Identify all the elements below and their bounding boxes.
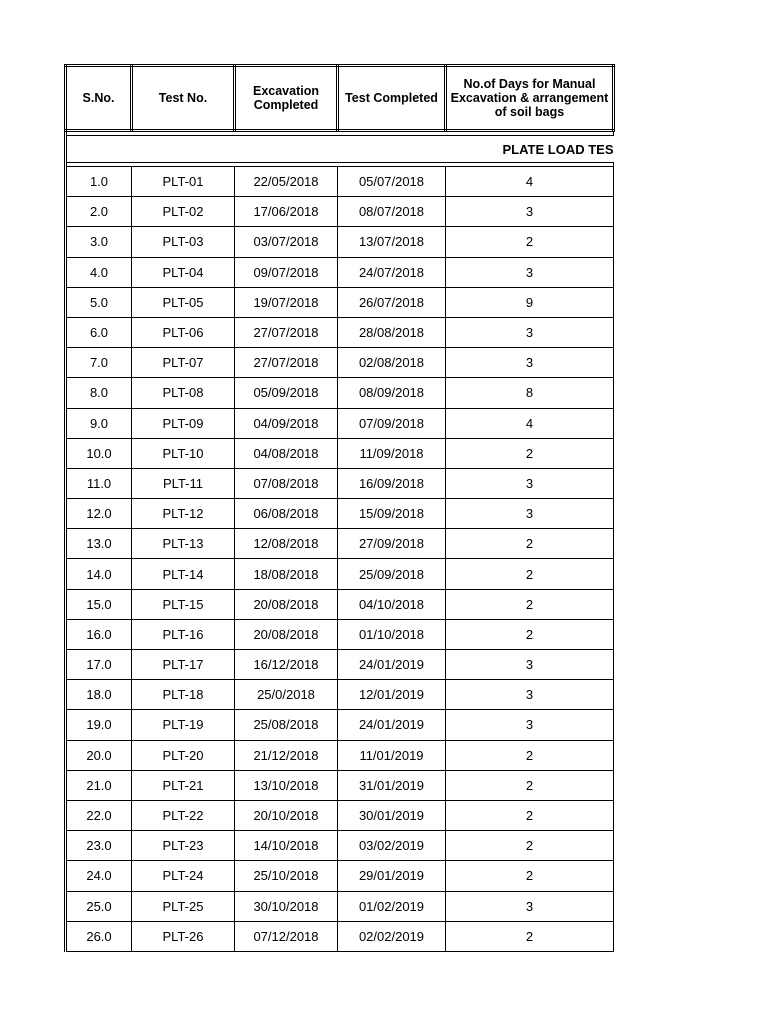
- cell-days: 3: [446, 317, 614, 347]
- cell-days: 3: [446, 468, 614, 498]
- cell-excavation-completed: 13/10/2018: [235, 770, 338, 800]
- cell-days: 4: [446, 167, 614, 197]
- cell-excavation-completed: 25/0/2018: [235, 680, 338, 710]
- cell-test-completed: 12/01/2019: [338, 680, 446, 710]
- cell-sno: 25.0: [66, 891, 132, 921]
- cell-test-no: PLT-08: [132, 378, 235, 408]
- cell-excavation-completed: 03/07/2018: [235, 227, 338, 257]
- cell-test-completed: 01/10/2018: [338, 619, 446, 649]
- cell-test-completed: 15/09/2018: [338, 499, 446, 529]
- cell-test-no: PLT-23: [132, 831, 235, 861]
- cell-test-completed: 08/09/2018: [338, 378, 446, 408]
- cell-sno: 14.0: [66, 559, 132, 589]
- cell-test-completed: 26/07/2018: [338, 287, 446, 317]
- header-test-completed: Test Completed: [338, 66, 446, 131]
- table-row: [66, 167, 614, 197]
- cell-test-completed: 30/01/2019: [338, 800, 446, 830]
- cell-sno: 9.0: [66, 408, 132, 438]
- cell-sno: 2.0: [66, 197, 132, 227]
- cell-test-completed: 24/01/2019: [338, 710, 446, 740]
- cell-sno: 21.0: [66, 770, 132, 800]
- cell-excavation-completed: 04/09/2018: [235, 408, 338, 438]
- table-row: [66, 800, 614, 830]
- cell-test-completed: 02/02/2019: [338, 921, 446, 951]
- cell-excavation-completed: 04/08/2018: [235, 438, 338, 468]
- table-row: [66, 317, 614, 347]
- cell-sno: 11.0: [66, 468, 132, 498]
- cell-days: 2: [446, 740, 614, 770]
- table-row: [66, 438, 614, 468]
- cell-test-completed: 11/01/2019: [338, 740, 446, 770]
- cell-sno: 13.0: [66, 529, 132, 559]
- cell-days: 2: [446, 529, 614, 559]
- table-row: [66, 559, 614, 589]
- table-row: [66, 468, 614, 498]
- cell-excavation-completed: 20/08/2018: [235, 619, 338, 649]
- cell-test-no: PLT-13: [132, 529, 235, 559]
- cell-excavation-completed: 05/09/2018: [235, 378, 338, 408]
- cell-days: 2: [446, 921, 614, 951]
- cell-test-no: PLT-26: [132, 921, 235, 951]
- cell-test-no: PLT-18: [132, 680, 235, 710]
- table-row: [66, 499, 614, 529]
- cell-excavation-completed: 18/08/2018: [235, 559, 338, 589]
- cell-test-completed: 13/07/2018: [338, 227, 446, 257]
- cell-excavation-completed: 27/07/2018: [235, 317, 338, 347]
- cell-test-completed: 27/09/2018: [338, 529, 446, 559]
- cell-days: 2: [446, 438, 614, 468]
- cell-sno: 17.0: [66, 650, 132, 680]
- cell-excavation-completed: 25/08/2018: [235, 710, 338, 740]
- cell-days: 3: [446, 348, 614, 378]
- cell-sno: 6.0: [66, 317, 132, 347]
- table-row: [66, 891, 614, 921]
- cell-days: 2: [446, 559, 614, 589]
- cell-days: 2: [446, 619, 614, 649]
- cell-excavation-completed: 16/12/2018: [235, 650, 338, 680]
- cell-test-no: PLT-16: [132, 619, 235, 649]
- cell-sno: 8.0: [66, 378, 132, 408]
- cell-test-no: PLT-04: [132, 257, 235, 287]
- header-excavation-completed: Excavation Completed: [235, 66, 338, 131]
- cell-days: 2: [446, 831, 614, 861]
- cell-excavation-completed: 07/08/2018: [235, 468, 338, 498]
- table-row: [66, 710, 614, 740]
- cell-days: 9: [446, 287, 614, 317]
- table-row: [66, 680, 614, 710]
- cell-test-no: PLT-25: [132, 891, 235, 921]
- cell-excavation-completed: 27/07/2018: [235, 348, 338, 378]
- header-test-no: Test No.: [132, 66, 235, 131]
- cell-days: 3: [446, 197, 614, 227]
- table-row: [66, 619, 614, 649]
- cell-test-no: PLT-10: [132, 438, 235, 468]
- cell-excavation-completed: 20/10/2018: [235, 800, 338, 830]
- cell-test-no: PLT-09: [132, 408, 235, 438]
- cell-test-no: PLT-11: [132, 468, 235, 498]
- cell-excavation-completed: 22/05/2018: [235, 167, 338, 197]
- cell-days: 2: [446, 589, 614, 619]
- cell-test-no: PLT-21: [132, 770, 235, 800]
- cell-sno: 15.0: [66, 589, 132, 619]
- cell-test-no: PLT-20: [132, 740, 235, 770]
- cell-sno: 18.0: [66, 680, 132, 710]
- cell-sno: 12.0: [66, 499, 132, 529]
- cell-test-completed: 16/09/2018: [338, 468, 446, 498]
- cell-excavation-completed: 30/10/2018: [235, 891, 338, 921]
- table-row: [66, 348, 614, 378]
- cell-test-completed: 25/09/2018: [338, 559, 446, 589]
- cell-test-no: PLT-12: [132, 499, 235, 529]
- cell-days: 4: [446, 408, 614, 438]
- table-row: [66, 831, 614, 861]
- cell-sno: 4.0: [66, 257, 132, 287]
- cell-sno: 7.0: [66, 348, 132, 378]
- cell-days: 2: [446, 227, 614, 257]
- cell-test-completed: 28/08/2018: [338, 317, 446, 347]
- table-row: [66, 921, 614, 951]
- table-row: [66, 197, 614, 227]
- table-row: [66, 408, 614, 438]
- plate-load-test-sheet: [64, 64, 612, 952]
- cell-test-no: PLT-03: [132, 227, 235, 257]
- table-row: [66, 589, 614, 619]
- cell-sno: 5.0: [66, 287, 132, 317]
- cell-sno: 16.0: [66, 619, 132, 649]
- cell-sno: 22.0: [66, 800, 132, 830]
- cell-test-completed: 07/09/2018: [338, 408, 446, 438]
- cell-test-completed: 31/01/2019: [338, 770, 446, 800]
- cell-days: 3: [446, 680, 614, 710]
- cell-excavation-completed: 09/07/2018: [235, 257, 338, 287]
- table-row: [66, 257, 614, 287]
- cell-sno: 10.0: [66, 438, 132, 468]
- table-row: [66, 378, 614, 408]
- table-row: [66, 740, 614, 770]
- cell-test-no: PLT-02: [132, 197, 235, 227]
- header-row: [66, 66, 614, 131]
- cell-days: 3: [446, 891, 614, 921]
- cell-days: 3: [446, 257, 614, 287]
- table-row: [66, 770, 614, 800]
- cell-sno: 20.0: [66, 740, 132, 770]
- cell-days: 3: [446, 499, 614, 529]
- cell-sno: 24.0: [66, 861, 132, 891]
- header-days: No.of Days for Manual Excavation & arrangement of soil bags: [446, 66, 614, 131]
- cell-test-completed: 01/02/2019: [338, 891, 446, 921]
- cell-days: 8: [446, 378, 614, 408]
- cell-excavation-completed: 14/10/2018: [235, 831, 338, 861]
- header-sno: S.No.: [66, 66, 132, 131]
- cell-test-no: PLT-14: [132, 559, 235, 589]
- cell-excavation-completed: 06/08/2018: [235, 499, 338, 529]
- cell-sno: 1.0: [66, 167, 132, 197]
- cell-test-no: PLT-05: [132, 287, 235, 317]
- cell-excavation-completed: 25/10/2018: [235, 861, 338, 891]
- cell-excavation-completed: 07/12/2018: [235, 921, 338, 951]
- cell-test-no: PLT-19: [132, 710, 235, 740]
- cell-test-completed: 05/07/2018: [338, 167, 446, 197]
- cell-test-no: PLT-24: [132, 861, 235, 891]
- cell-sno: 23.0: [66, 831, 132, 861]
- cell-test-no: PLT-07: [132, 348, 235, 378]
- cell-sno: 26.0: [66, 921, 132, 951]
- cell-test-no: PLT-01: [132, 167, 235, 197]
- table-row: [66, 650, 614, 680]
- cell-days: 2: [446, 861, 614, 891]
- cell-test-no: PLT-06: [132, 317, 235, 347]
- cell-days: 2: [446, 800, 614, 830]
- table-row: [66, 861, 614, 891]
- cell-sno: 19.0: [66, 710, 132, 740]
- cell-test-completed: 29/01/2019: [338, 861, 446, 891]
- cell-test-completed: 04/10/2018: [338, 589, 446, 619]
- cell-days: 3: [446, 710, 614, 740]
- cell-excavation-completed: 12/08/2018: [235, 529, 338, 559]
- cell-sno: 3.0: [66, 227, 132, 257]
- cell-test-completed: 11/09/2018: [338, 438, 446, 468]
- cell-excavation-completed: 17/06/2018: [235, 197, 338, 227]
- table-row: [66, 287, 614, 317]
- table-row: [66, 227, 614, 257]
- cell-excavation-completed: 19/07/2018: [235, 287, 338, 317]
- cell-test-no: PLT-15: [132, 589, 235, 619]
- cell-excavation-completed: 20/08/2018: [235, 589, 338, 619]
- cell-days: 2: [446, 770, 614, 800]
- cell-excavation-completed: 21/12/2018: [235, 740, 338, 770]
- cell-test-completed: 03/02/2019: [338, 831, 446, 861]
- cell-test-completed: 02/08/2018: [338, 348, 446, 378]
- cell-test-completed: 08/07/2018: [338, 197, 446, 227]
- cell-test-completed: 24/01/2019: [338, 650, 446, 680]
- cell-test-no: PLT-22: [132, 800, 235, 830]
- cell-test-completed: 24/07/2018: [338, 257, 446, 287]
- section-title: PLATE LOAD TES: [66, 136, 614, 163]
- section-title-row: [66, 136, 614, 163]
- table-row: [66, 529, 614, 559]
- cell-test-no: PLT-17: [132, 650, 235, 680]
- cell-days: 3: [446, 650, 614, 680]
- plate-load-test-table: [64, 64, 615, 952]
